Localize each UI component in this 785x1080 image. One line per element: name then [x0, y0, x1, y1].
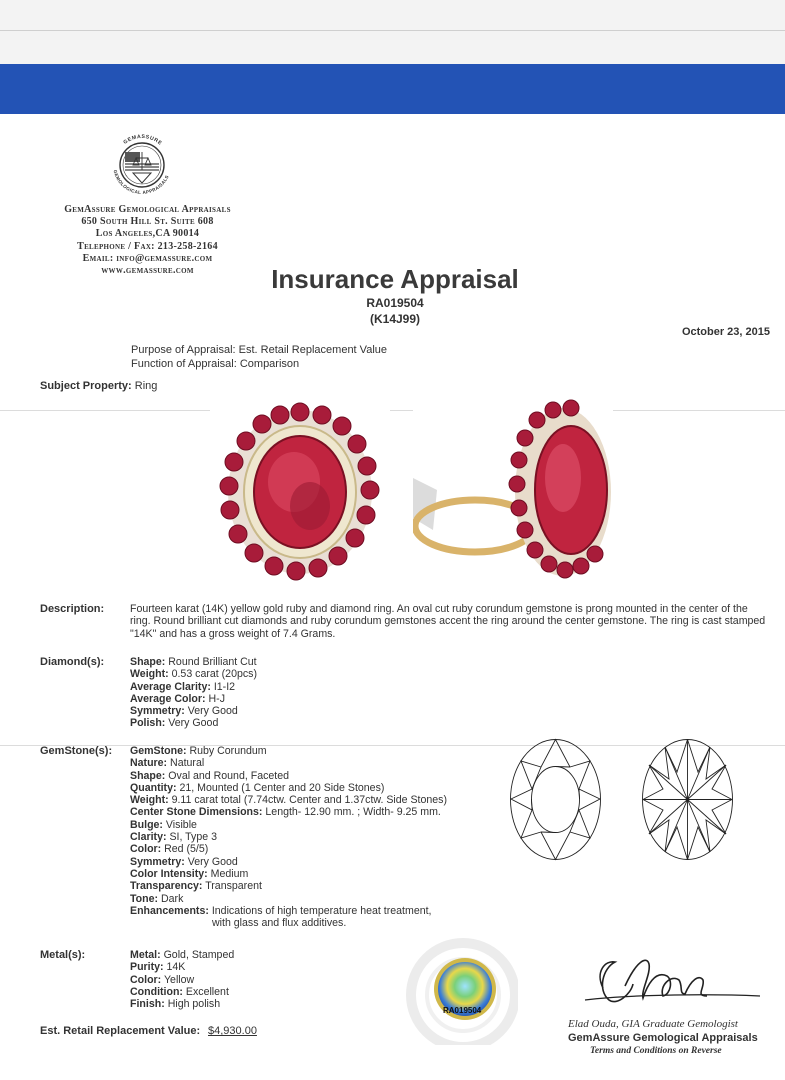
gemstones-details: [130, 745, 447, 929]
metal-row: Color: Yellow: [130, 973, 195, 986]
metal-details: [130, 949, 234, 1010]
ring-side-view-image: [413, 398, 613, 588]
appraisal-number: RA019504: [366, 296, 424, 310]
description-text: Fourteen karat (14K) yellow gold ruby and diamond ring. An oval cut ruby corundum gemstone is prong mounted in the center of the ring. Round brilliant cut diamonds and ruby corundum gemstones accent the ring around the center gemstone. The ring is cast stamped "14K" and has a gross weight of 7.4 Grams.: [130, 603, 766, 640]
hologram-number: RA019504: [443, 1006, 482, 1015]
gemstone-row: Quantity: 21, Mounted (1 Center and 20 Side Stones): [130, 781, 385, 794]
subject-label: Subject Property:: [40, 380, 132, 392]
gemstone-row: Color Intensity: Medium: [130, 867, 249, 880]
value-amount: $4,930.00: [208, 1025, 257, 1037]
diamond-row: Symmetry: Very Good: [130, 705, 238, 718]
gemstone-row: GemStone: Ruby Corundum: [130, 745, 267, 757]
gemstones-label: GemStone(s):: [40, 745, 113, 757]
purpose-line: Purpose of Appraisal: Est. Retail Replacement Value: [131, 344, 387, 356]
gemstone-row: Tone: Dark: [130, 892, 184, 905]
metal-row: Condition: Excellent: [130, 985, 229, 998]
gemstone-row: Color: Red (5/5): [130, 843, 209, 856]
svg-text:GEMOLOGICAL APPRAISALS: GEMOLOGICAL APPRAISALS: [112, 169, 170, 196]
gemassure-logo: [105, 128, 179, 202]
company-address-line2: Los Angeles,CA 90014: [95, 228, 200, 240]
gemstone-row: Shape: Oval and Round, Faceted: [130, 769, 290, 782]
subject-property: [40, 380, 157, 392]
diamond-row: Average Color: H-J: [130, 692, 225, 705]
company-email: Email: info@gemassure.com: [82, 252, 213, 264]
gemstone-row: Clarity: SI, Type 3: [130, 831, 217, 844]
diamond-row: Polish: Very Good: [130, 717, 219, 730]
page-title: Insurance Appraisal: [271, 264, 519, 294]
top-sheet-edge: [0, 0, 785, 68]
subject-value: Ring: [134, 380, 158, 392]
fold-line: [0, 410, 785, 411]
appraisal-date: October 23, 2015: [681, 326, 770, 338]
ring-top-view-image: [210, 398, 390, 588]
company-website: www.gemassure.com: [101, 265, 194, 277]
metal-row: Metal: Gold, Stamped: [130, 949, 235, 961]
gemstone-row: Enhancements: Indications of high temperature heat treatment,: [130, 904, 432, 917]
blue-header-band: [0, 64, 785, 114]
signer-company: GemAssure Gemological Appraisals: [568, 1032, 758, 1044]
diamond-row: Shape: Round Brilliant Cut: [130, 656, 257, 668]
company-block: [40, 204, 255, 277]
signer-name: Elad Ouda, GIA Graduate Gemologist: [568, 1018, 738, 1030]
signature-graphic: [575, 950, 765, 1015]
oval-cut-pavilion-diagram: [640, 737, 735, 862]
gemstone-row: Symmetry: Very Good: [130, 855, 238, 868]
svg-text:GEMASSURE: GEMASSURE: [122, 133, 164, 147]
gemstone-row: Weight: 9.11 carat total (7.74ctw. Center and 1.37ctw. Side Stones): [130, 794, 447, 807]
company-phone: Telephone / Fax: 213-258-2164: [77, 240, 218, 252]
company-address-line1: 650 South Hill St. Suite 608: [81, 216, 214, 228]
metal-row: Finish: High polish: [130, 998, 221, 1011]
diamonds-label: Diamond(s):: [40, 656, 105, 668]
diamond-row: Weight: 0.53 carat (20pcs): [130, 668, 257, 681]
diamonds-details: [130, 656, 257, 730]
gemstone-row: Transparency: Transparent: [130, 880, 262, 893]
metal-row: Purity: 14K: [130, 961, 186, 974]
ring-photo-top: [210, 398, 390, 588]
gemstone-row: with glass and flux additives.: [212, 917, 347, 930]
function-line: Function of Appraisal: Comparison: [131, 358, 300, 370]
appraisal-code: (K14J99): [369, 312, 421, 326]
value-label: Est. Retail Replacement Value:: [40, 1025, 201, 1037]
gemstone-row: Center Stone Dimensions: Length- 12.90 mm. ; Width- 9.25 mm.: [130, 806, 441, 819]
gemstone-row: Bulge: Visible: [130, 818, 197, 831]
metal-label: Metal(s):: [40, 949, 86, 961]
ring-photo-side: [413, 398, 613, 588]
sheet-edge-line: [0, 30, 785, 31]
gemstone-row: Nature: Natural: [130, 757, 205, 770]
company-name: GemAssure Gemological Appraisals: [64, 204, 231, 215]
oval-cut-side-diagram: [508, 737, 603, 862]
diamond-row: Average Clarity: I1-I2: [130, 680, 236, 693]
description-label: Description:: [40, 603, 105, 615]
terms-note: Terms and Conditions on Reverse: [590, 1046, 722, 1056]
